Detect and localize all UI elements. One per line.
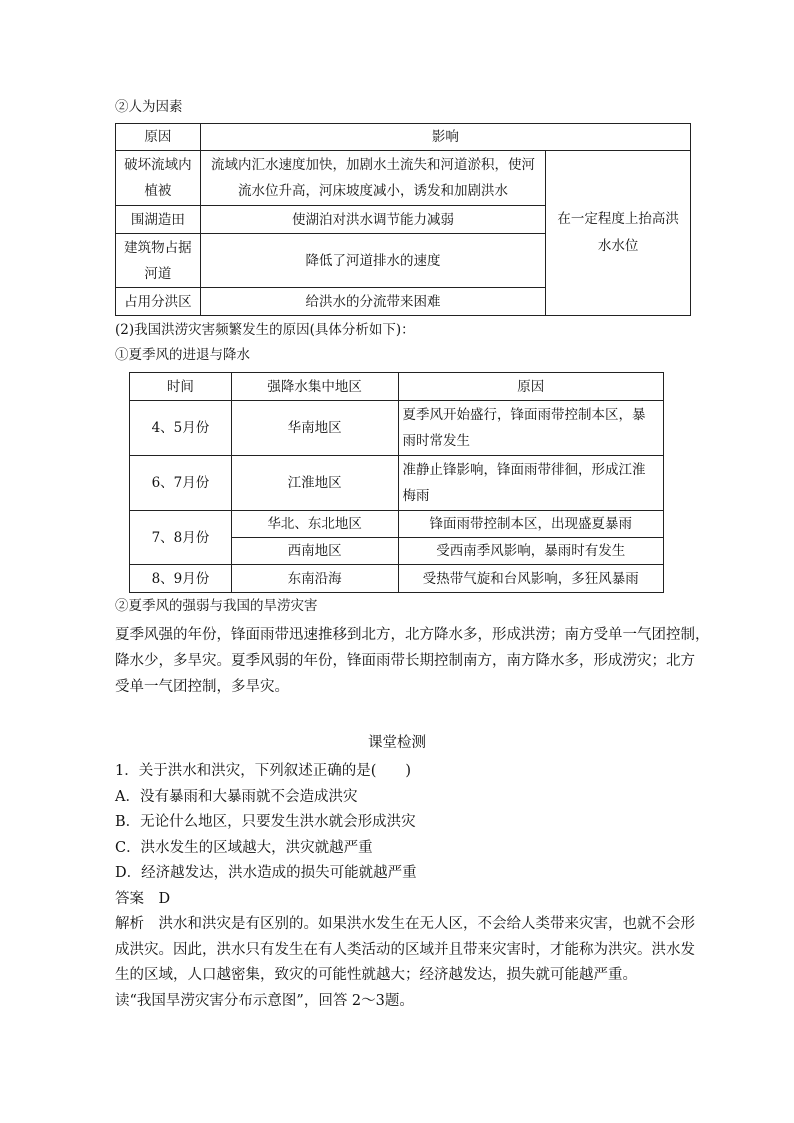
human-factors-table <box>115 123 691 316</box>
answer: 答案 D <box>115 890 171 907</box>
analysis-line: 生的区域，人口越密集，致灾的可能性就越大；经济越发达，损失就可能越严重。 <box>115 967 637 983</box>
reason-cell: 夏季风开始盛行，锋面雨带控制本区，暴 雨时常发生 <box>398 401 663 456</box>
header-region: 强降水集中地区 <box>231 373 398 401</box>
reason-cell: 受西南季风影响，暴雨时有发生 <box>398 538 663 565</box>
monsoon-rainfall-table <box>129 372 664 593</box>
subsection-monsoon-strength: ②夏季风的强弱与我国的旱涝灾害 <box>115 598 318 614</box>
monsoon-paragraph: 夏季风强的年份，锋面雨带迅速推移到北方，北方降水多，形成洪涝；南方受单一气团控制， 降水少，多旱灾。夏季风弱的年份，锋面雨带长期控制南方，南方降水多，形成涝灾；北方 受单一气团控制，多旱灾。 <box>115 627 710 695</box>
effect-cell: 使湖泊对洪水调节能力减弱 <box>200 206 545 234</box>
region-cell: 江淮地区 <box>231 456 398 511</box>
section-2-title: (2)我国洪涝灾害频繁发生的原因(具体分析如下)： <box>115 322 415 338</box>
analysis-line: 解析 洪水和洪灾是有区别的。如果洪水发生在无人区，不会给人类带来灾害，也就不会形 <box>115 916 695 932</box>
question-1: 1．关于洪水和洪灾，下列叙述正确的是( ) <box>115 763 412 779</box>
combined-effect-cell: 在一定程度上抬高洪 水水位 <box>546 151 691 316</box>
region-cell: 西南地区 <box>231 538 398 565</box>
effect-cell: 降低了河道排水的速度 <box>200 234 545 288</box>
reason-cell: 锋面雨带控制本区，出现盛夏暴雨 <box>398 511 663 538</box>
class-test-title: 课堂检测 <box>368 735 426 751</box>
header-time: 时间 <box>130 373 232 401</box>
header-cause: 原因 <box>116 124 201 151</box>
cause-cell: 占用分洪区 <box>116 288 201 316</box>
option-b: B．无论什么地区，只要发生洪水就会形成洪灾 <box>115 814 416 830</box>
reason-cell: 受热带气旋和台风影响，多狂风暴雨 <box>398 565 663 593</box>
region-cell: 东南沿海 <box>231 565 398 593</box>
region-cell: 华北、东北地区 <box>231 511 398 538</box>
time-cell: 8、9月份 <box>130 565 232 593</box>
subsection-monsoon-rainfall: ①夏季风的进退与降水 <box>115 347 250 363</box>
option-d: D．经济越发达，洪水造成的损失可能就越严重 <box>115 865 417 881</box>
analysis-line: 成洪灾。因此，洪水只有发生在有人类活动的区域并且带来灾害时，才能称为洪灾。洪水发 <box>115 941 695 958</box>
option-c: C．洪水发生的区域越大，洪灾就越严重 <box>115 839 373 856</box>
effect-cell: 给洪水的分流带来困难 <box>200 288 545 316</box>
cause-cell: 围湖造田 <box>116 206 201 234</box>
effect-cell: 流域内汇水速度加快，加剧水土流失和河道淤积，使河 流水位升高，河床坡度减小，诱发和加剧洪水 <box>200 151 545 206</box>
read-prompt: 读“我国旱涝灾害分布示意图”，回答 2～3题。 <box>115 992 414 1009</box>
header-reason: 原因 <box>398 373 663 401</box>
section-heading-human-factors: ②人为因素 <box>115 99 183 115</box>
header-effect: 影响 <box>200 124 690 151</box>
time-cell: 7、8月份 <box>130 511 232 565</box>
question-block <box>115 759 695 1014</box>
cause-cell: 建筑物占据 河道 <box>116 234 201 288</box>
time-cell: 4、5月份 <box>130 401 232 456</box>
reason-cell: 准静止锋影响，锋面雨带徘徊，形成江淮 梅雨 <box>398 456 663 511</box>
time-cell: 6、7月份 <box>130 456 232 511</box>
region-cell: 华南地区 <box>231 401 398 456</box>
cause-cell: 破坏流域内 植被 <box>116 151 201 206</box>
option-a: A．没有暴雨和大暴雨就不会造成洪灾 <box>115 788 358 805</box>
